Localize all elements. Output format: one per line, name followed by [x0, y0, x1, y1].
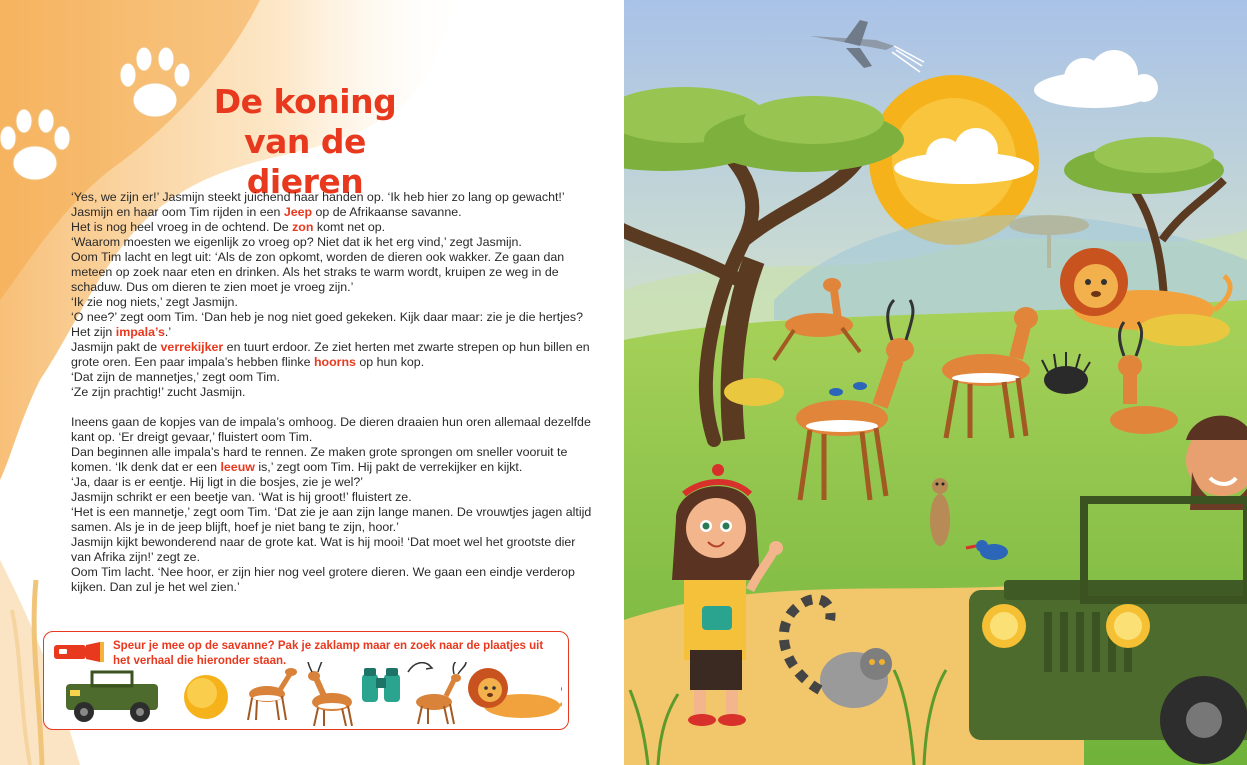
paragraph: ‘Het is een mannetje,’ zegt oom Tim. ‘Dat zie je aan zijn lange manen. De vrouwtjes jagen altijd samen. Als je in de jeep blijft, hoef je niet bang te zijn, hoor.’: [71, 505, 592, 534]
keyword-binoculars: verrekijker: [160, 340, 224, 354]
lion-icon: [468, 668, 562, 718]
keyword-horns: hoorns: [313, 355, 356, 369]
paw-print-icon: [0, 108, 80, 188]
paragraph: ‘Ik zie nog niets,’ zegt Jasmijn.: [71, 295, 238, 309]
paragraph: ‘Waarom moesten we eigenlijk zo vroeg op? Niet dat ik het erg vind,’ zegt Jasmijn.: [71, 235, 522, 249]
paragraph: Oom Tim lacht. ‘Nee hoor, er zijn hier nog veel grotere dieren. We gaan een eindje verderop kijken. Dan zul je het wel zien.’: [71, 565, 575, 594]
horns-icon: [408, 662, 466, 724]
keyword-sun: zon: [292, 220, 314, 234]
paragraph: Jasmijn pakt de verrekijker en tuurt erdoor. Ze ziet herten met zwarte strepen op hun billen en grote oren. Een paar impala’s hebben flinke hoorns op hun kop.: [71, 340, 590, 369]
paragraph: Jasmijn kijkt bewonderend naar de grote kat. Wat is hij mooi! ‘Dat moet wel het grootste dier van Afrika zijn!’ zegt ze.: [71, 535, 576, 564]
paragraph: ‘Dat zijn de mannetjes,’ zegt oom Tim.: [71, 370, 280, 384]
paragraph: ‘Yes, we zijn er!’ Jasmijn steekt juichend haar handen op. ‘Ik heb hier zo lang op gewacht!’: [71, 190, 565, 204]
page-title: [190, 82, 420, 202]
jeep-icon: [66, 672, 158, 722]
keyword-impalas: impala’s: [115, 325, 165, 339]
impala-male-icon: [308, 662, 352, 726]
activity-instructions: Speur je mee op de savanne? Pak je zaklamp maar en zoek naar de plaatjes uit het verhaal die hieronder staan.: [113, 640, 544, 667]
title-line-1: De koning: [213, 82, 397, 121]
search-activity-box: [43, 631, 569, 730]
paragraph: Ineens gaan de kopjes van de impala’s omhoog. De dieren draaien hun oren allemaal dezelfde kant op. ‘Er dreigt gevaar,’ fluistert oom Tim.: [71, 415, 591, 444]
paw-print-icon: [110, 45, 200, 125]
binoculars-icon: [362, 668, 400, 702]
sun-icon: [184, 675, 228, 719]
paragraph: Het is nog heel vroeg in de ochtend. De zon komt net op.: [71, 220, 386, 234]
title-line-2: van de dieren: [244, 122, 366, 201]
meerkat-icon: [930, 478, 950, 546]
savanna-illustration: [624, 0, 1247, 765]
paragraph: Jasmijn en haar oom Tim rijden in een Jeep op de Afrikaanse savanne.: [71, 205, 462, 219]
paragraph: ‘Ja, daar is er eentje. Hij ligt in die bosjes, zie je wel?’: [71, 475, 364, 489]
savanna-scene: [624, 0, 1247, 765]
keyword-jeep: Jeep: [283, 205, 313, 219]
find-items-row: [62, 662, 562, 726]
keyword-lion: leeuw: [220, 460, 255, 474]
story-text: [71, 190, 596, 595]
paragraph: ‘Ze zijn prachtig!’ zucht Jasmijn.: [71, 385, 246, 399]
paragraph: ‘O nee?’ zegt oom Tim. ‘Dan heb je nog niet goed gekeken. Kijk daar maar: zie je die hertjes? Het zijn impala’s.’: [71, 310, 583, 339]
flashlight-icon: [54, 642, 106, 662]
paragraph: Dan beginnen alle impala’s hard te rennen. Ze maken grote sprongen om sneller vooruit te komen. ‘Ik denk dat er een leeuw is,’ zegt oom Tim. Hij pakt de verrekijker en kijkt.: [71, 445, 568, 474]
paragraph: Jasmijn schrikt er een beetje van. ‘Wat is hij groot!’ fluistert ze.: [71, 490, 412, 504]
paragraph: Oom Tim lacht en legt uit: ‘Als de zon opkomt, worden de dieren ook wakker. Ze gaan dan meteen op zoek naar eten en drinken. Als het straks te warm wordt, kruipen ze weg in de schaduw. Dus om dieren te zien moet je vroeg zijn.’: [71, 250, 565, 294]
impala-icon: [248, 668, 297, 720]
